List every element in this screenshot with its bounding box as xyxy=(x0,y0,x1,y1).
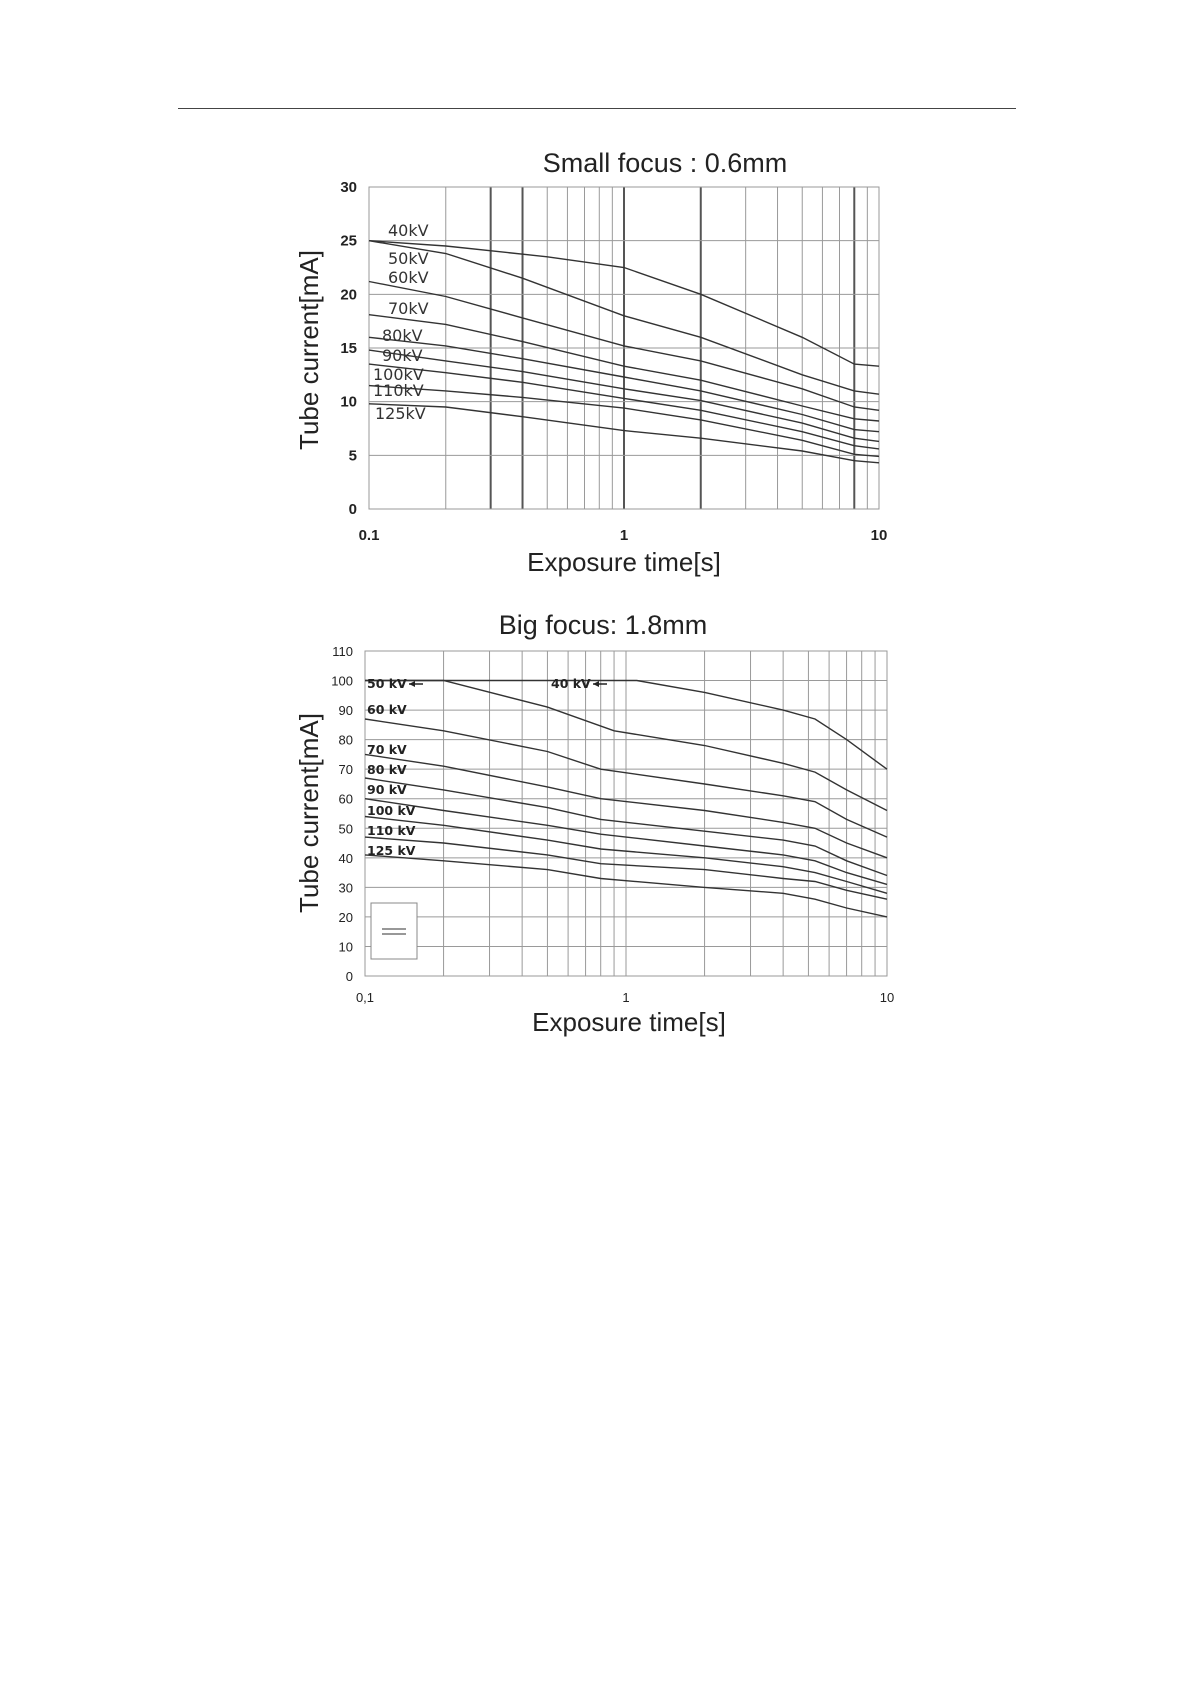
y-tick-label: 5 xyxy=(348,447,357,465)
y-tick-label: 40 xyxy=(338,850,353,866)
y-axis-label: Tube current[mA] xyxy=(294,713,324,913)
y-tick-label: 50 xyxy=(338,821,353,837)
series-label: 125kV xyxy=(375,404,426,423)
y-tick-label: 70 xyxy=(338,762,353,778)
y-tick-label: 20 xyxy=(338,909,353,925)
y-tick-label: 80 xyxy=(338,732,353,748)
series-label: 110kV xyxy=(373,381,424,400)
series-label: 90kV xyxy=(382,346,423,365)
legend-frame xyxy=(371,903,417,959)
series-label: 100 kV xyxy=(367,803,416,818)
series-label: 40 kV xyxy=(551,676,591,691)
x-tick-label: 10 xyxy=(870,527,888,544)
series-label: 110 kV xyxy=(367,823,416,838)
y-tick-label: 100 xyxy=(331,673,353,689)
series-label: 70 kV xyxy=(367,742,407,757)
y-tick-label: 10 xyxy=(340,393,357,411)
series-label: 125 kV xyxy=(367,843,416,858)
x-tick-label: 0,1 xyxy=(355,990,375,1005)
x-tick-label: 1 xyxy=(619,527,629,544)
series-label: 80kV xyxy=(382,326,423,345)
series-label: 60 kV xyxy=(367,702,407,717)
x-tick-label: 0.1 xyxy=(358,527,380,544)
legend-box xyxy=(371,903,417,959)
x-gridlines xyxy=(365,651,887,976)
y-tick-label: 15 xyxy=(340,340,357,357)
arrow-head xyxy=(593,681,599,687)
y-tick-label: 25 xyxy=(340,232,357,250)
series-label: 60kV xyxy=(388,268,429,287)
series-label: 50kV xyxy=(388,249,429,268)
series-label: 100kV xyxy=(373,365,424,384)
series-label: 90 kV xyxy=(367,782,407,797)
y-tick-label: 30 xyxy=(338,880,353,896)
chart-title: Big focus: 1.8mm xyxy=(498,610,708,640)
series-label: 50 kV xyxy=(367,676,407,691)
y-axis-label: Tube current[mA] xyxy=(294,250,324,450)
series-label: 80 kV xyxy=(367,762,407,777)
series-label: 70kV xyxy=(388,299,429,318)
y-tick-label: 0 xyxy=(348,501,357,518)
chart-title: Small focus : 0.6mm xyxy=(542,148,788,178)
y-tick-label: 110 xyxy=(332,644,353,659)
x-tick-label: 1 xyxy=(622,990,630,1005)
y-tick-label: 30 xyxy=(340,179,357,196)
chart-2 xyxy=(294,610,894,1037)
y-tick-label: 0 xyxy=(345,969,353,984)
y-tick-label: 90 xyxy=(338,703,353,719)
x-axis-label: Exposure time[s] xyxy=(527,547,721,577)
arrow-head xyxy=(409,681,415,687)
chart-1 xyxy=(294,148,887,577)
series-label: 40kV xyxy=(388,221,429,240)
y-tick-label: 20 xyxy=(340,286,357,304)
x-tick-label: 10 xyxy=(879,990,895,1005)
y-tick-label: 10 xyxy=(338,939,353,955)
x-axis-label: Exposure time[s] xyxy=(532,1007,726,1037)
y-tick-label: 60 xyxy=(338,791,353,807)
